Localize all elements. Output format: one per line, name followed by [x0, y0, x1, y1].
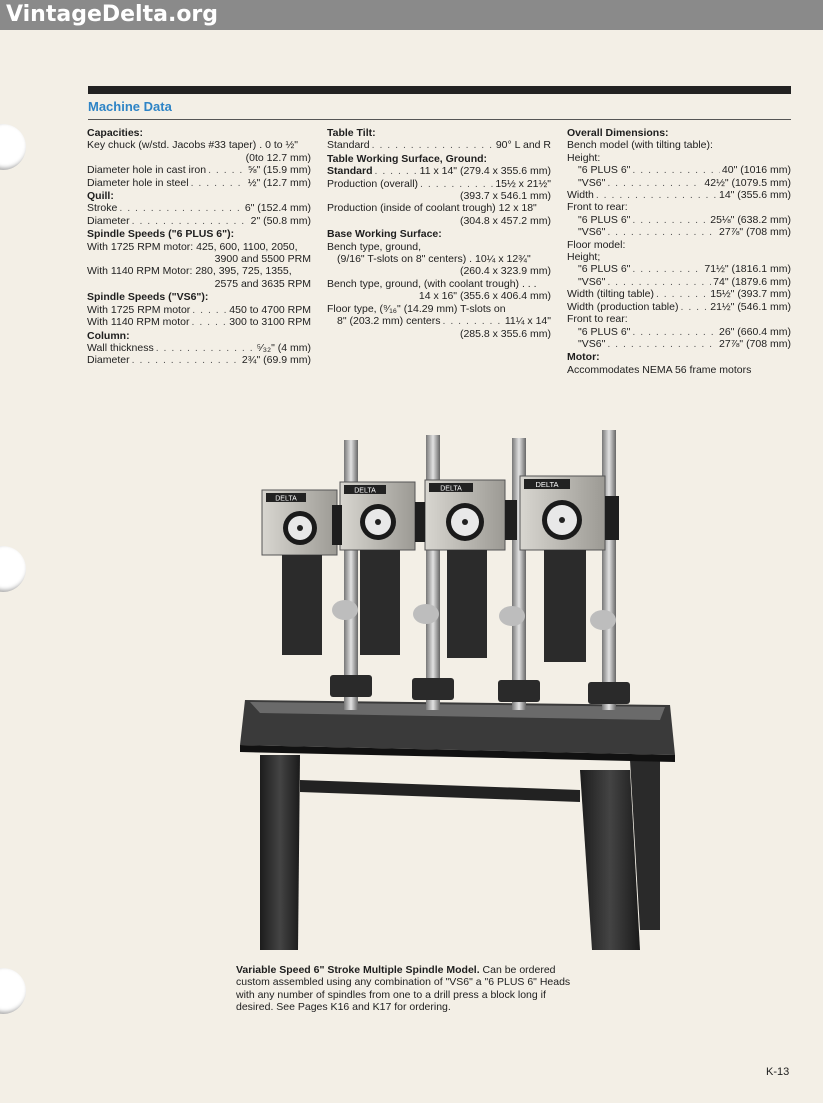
spec-label: "6 PLUS 6"	[578, 164, 631, 177]
binder-hole	[0, 124, 26, 170]
spec-line: Floor model:	[567, 238, 626, 251]
spec-label: Diameter	[87, 354, 130, 367]
spec-row	[327, 139, 551, 151]
capacities-column	[87, 126, 311, 367]
spec-value: 42½" (1079.5 mm)	[704, 176, 791, 189]
spec-row	[87, 342, 311, 354]
spec-row	[87, 316, 311, 328]
spec-value: 15½ x 21½"	[495, 177, 551, 190]
spec-line: Accommodates NEMA 56 frame motors	[567, 363, 752, 376]
spec-line: With 1140 RPM Motor: 280, 395, 725, 1355,	[87, 265, 292, 278]
spec-line: Floor type, (⁹⁄₁₆" (14.29 mm) T-slots on	[327, 302, 506, 315]
spec-label: "6 PLUS 6"	[578, 325, 631, 338]
spec-line: Height;	[567, 251, 601, 264]
delta-badge: DELTA	[535, 480, 559, 489]
quill-heading: Quill:	[87, 190, 114, 203]
spec-row	[567, 288, 791, 300]
delta-badge: DELTA	[354, 487, 376, 495]
spec-row	[567, 263, 791, 275]
spec-value: 26" (660.4 mm)	[718, 325, 791, 338]
spec-label: "VS6"	[578, 176, 606, 189]
title-rule	[88, 119, 791, 120]
delta-badge: DELTA	[440, 485, 462, 493]
column-bases	[330, 675, 630, 704]
spec-value: . 0 to ½"	[259, 139, 298, 152]
delta-badge: DELTA	[275, 495, 297, 503]
spec-value: 14 x 16" (355.6 x 406.4 mm)	[418, 290, 551, 303]
spec-label: "VS6"	[578, 337, 606, 350]
spec-line: 2575 and 3635 RPM	[214, 277, 311, 290]
spec-row	[567, 189, 791, 201]
spec-row	[87, 202, 311, 214]
spec-label: 8" (203.2 mm) centers	[337, 315, 441, 328]
spec-line: Bench type, ground, (with coolant trough) . . .	[327, 277, 537, 290]
spec-line: Production (inside of coolant trough) 12 x 18"	[327, 202, 537, 215]
photo-caption	[236, 964, 581, 1013]
spec-label: "6 PLUS 6"	[578, 213, 631, 226]
spec-line: With 1725 RPM motor: 425, 600, 1100, 2050,	[87, 240, 298, 253]
spec-row	[567, 226, 791, 238]
spec-value: 90° L and R	[495, 139, 551, 152]
spec-row	[87, 164, 311, 176]
capacities-heading: Capacities:	[87, 127, 144, 139]
column-heading: Column:	[87, 329, 130, 342]
spec-value: 2" (50.8 mm)	[250, 214, 311, 227]
spec-row	[567, 301, 791, 313]
spec-value: (393.7 x 546.1 mm)	[459, 190, 551, 203]
spec-value: 71½" (1816.1 mm)	[704, 263, 791, 276]
spec-label: "VS6"	[578, 275, 606, 288]
spec-line: (9/16" T-slots on 8" centers) . 10¼ x 12¾"	[337, 253, 531, 266]
spec-line: Height:	[567, 151, 601, 164]
dimensions-column	[567, 126, 791, 376]
spec-value: 25⅛" (638.2 mm)	[710, 213, 791, 226]
spec-row	[87, 215, 311, 227]
page-number: K-13	[766, 1066, 790, 1078]
spec-label: Width (production table)	[567, 300, 679, 313]
spec-row	[567, 214, 791, 226]
site-watermark: VintageDelta.org	[0, 0, 823, 30]
spec-value: (304.8 x 457.2 mm)	[459, 214, 551, 227]
spec-label: With 1725 RPM motor	[87, 303, 191, 316]
spec-row	[567, 276, 791, 288]
spec-line: Front to rear:	[567, 313, 628, 326]
spec-value: 11¼ x 14"	[504, 315, 551, 328]
spec-value: 27⅞" (708 mm)	[718, 226, 791, 239]
spec-label: Wall thickness	[87, 341, 154, 354]
spec-label: Width (tilting table)	[567, 288, 654, 301]
caption-text: Can be ordered custom assembled using any combination of "VS6" a "6 PLUS 6" Heads with any number of spindles from one to a drill press a block long if desired. See Pages K16 and K17 for ordering.	[236, 964, 571, 1013]
spec-value: 21½" (546.1 mm)	[710, 300, 791, 313]
spec-label: Diameter	[87, 214, 130, 227]
spec-line: 3900 and 5500 PRM	[214, 253, 311, 266]
spec-row	[87, 139, 311, 151]
spec-value: 74" (1879.6 mm)	[713, 275, 791, 288]
spec-value: 300 to 3100 RPM	[229, 316, 311, 329]
spec-row	[327, 178, 551, 190]
spec-row	[87, 354, 311, 366]
spec-label: Width	[567, 189, 594, 202]
spec-row	[567, 164, 791, 176]
spec-row	[87, 304, 311, 316]
spec-value: ½" (12.7 mm)	[247, 176, 311, 189]
spec-label: Diameter hole in cast iron	[87, 164, 207, 177]
table-leg	[260, 755, 300, 950]
spec-label: "VS6"	[578, 226, 606, 239]
section-title: Machine Data	[88, 99, 172, 114]
drill-press-photo	[220, 410, 680, 970]
spec-line: Bench model (with tilting table):	[567, 139, 713, 152]
binder-hole	[0, 968, 26, 1014]
spec-line: Front to rear:	[567, 201, 628, 214]
spec-value: (0to 12.7 mm)	[245, 151, 311, 164]
header-rule	[88, 86, 791, 94]
base-surface-heading: Base Working Surface:	[327, 228, 442, 241]
caption-title: Variable Speed 6" Stroke Multiple Spindle Model.	[236, 964, 480, 976]
spec-row	[567, 177, 791, 189]
spec-value: 15½" (393.7 mm)	[710, 288, 791, 301]
spec-value: 6" (152.4 mm)	[244, 202, 311, 215]
spec-value: 2¾" (69.9 mm)	[241, 354, 311, 367]
spec-value: 450 to 4700 RPM	[229, 303, 311, 316]
spec-value: 27⅞" (708 mm)	[718, 337, 791, 350]
spec-value: 11 x 14" (279.4 x 355.6 mm)	[419, 165, 551, 178]
spec-row	[87, 177, 311, 189]
binder-hole	[0, 546, 26, 592]
overall-dimensions-heading: Overall Dimensions:	[567, 127, 669, 139]
spec-label: Key chuck (w/std. Jacobs #33 taper)	[87, 139, 257, 152]
spec-row	[567, 326, 791, 338]
spec-value: 40" (1016 mm)	[721, 164, 791, 177]
table-tilt-heading: Table Tilt:	[327, 127, 376, 139]
motor-heading: Motor:	[567, 351, 600, 364]
table-surface-heading: Table Working Surface, Ground:	[327, 152, 488, 165]
spec-line: Bench type, ground,	[327, 240, 421, 253]
spec-label: Stroke	[87, 202, 118, 215]
spec-label: With 1140 RPM motor	[87, 316, 190, 329]
spindle-speeds-vs6-heading: Spindle Speeds ("VS6"):	[87, 291, 209, 304]
spec-value: 14" (355.6 mm)	[718, 189, 791, 202]
spec-value: ⁵⁄₃₂" (4 mm)	[256, 341, 311, 354]
spec-value: ⅝" (15.9 mm)	[247, 164, 311, 177]
spec-label: "6 PLUS 6"	[578, 263, 631, 276]
spec-row	[327, 165, 551, 177]
spec-label: Standard	[327, 165, 373, 178]
table-column	[327, 126, 551, 340]
spec-label: Diameter hole in steel	[87, 176, 189, 189]
spec-row	[327, 315, 551, 327]
spindle-speeds-6plus6-heading: Spindle Speeds ("6 PLUS 6"):	[87, 228, 235, 241]
table-apron	[300, 780, 580, 802]
spec-label: Standard	[327, 139, 370, 152]
spec-value: (285.8 x 355.6 mm)	[459, 327, 551, 340]
table-leg	[580, 770, 640, 950]
spec-row	[567, 338, 791, 350]
spec-label: Production (overall)	[327, 177, 419, 190]
spec-value: (260.4 x 323.9 mm)	[459, 265, 551, 278]
